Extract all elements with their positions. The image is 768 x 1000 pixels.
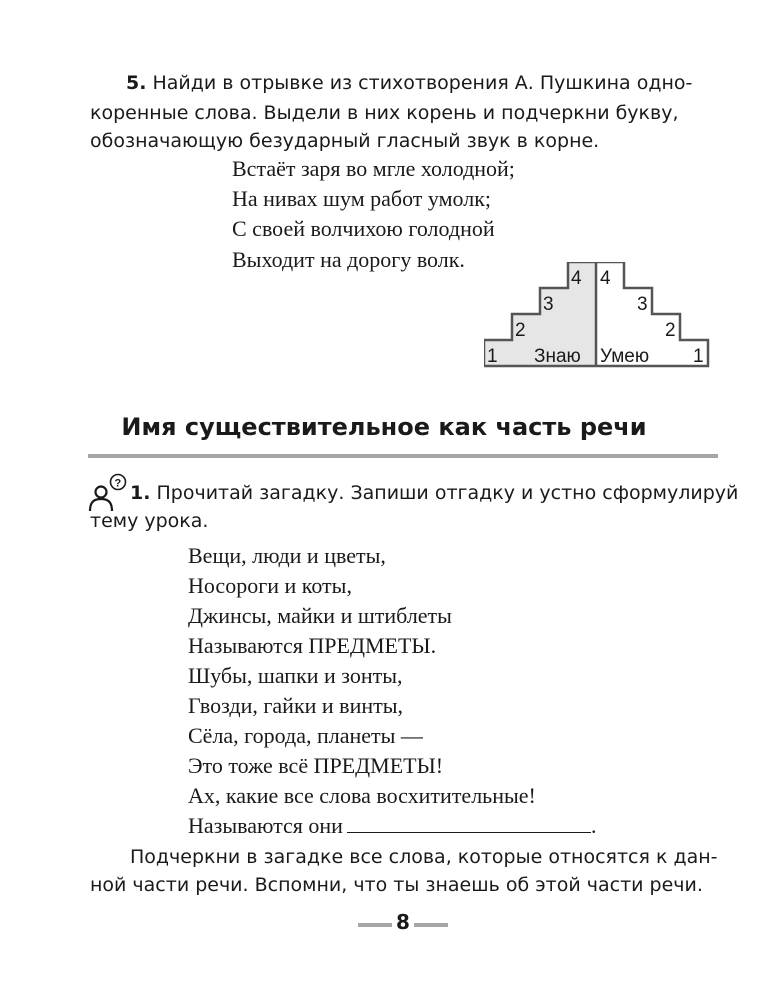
task1-number: 1. — [130, 482, 151, 504]
poem1-line: Выходит на дорогу волк. — [232, 247, 465, 272]
answer-blank[interactable] — [347, 814, 591, 833]
stair-label-can: Умею — [600, 346, 650, 367]
poem1-line: На нивах шум работ умолк; — [232, 186, 492, 211]
page-number: 8 — [396, 910, 410, 934]
task1-line2: тему урока. — [90, 510, 209, 532]
stair-number: 2 — [515, 320, 526, 341]
poem2-line: Носороги и коты, — [188, 573, 352, 598]
svg-text:?: ? — [114, 477, 122, 490]
self-assessment-staircase — [484, 262, 714, 368]
final-line2: ной части речи. Вспомни, что ты знаешь об этой части речи. — [90, 874, 703, 896]
stair-number: 3 — [543, 294, 554, 315]
heading-rule — [88, 454, 718, 458]
poem2-line: Это тоже всё ПРЕДМЕТЫ! — [188, 753, 444, 778]
poem2-line: Ах, какие все слова восхитительные! — [188, 783, 536, 808]
stair-number: 4 — [600, 268, 611, 289]
section-heading: Имя существительное как часть речи — [121, 413, 647, 441]
poem2-line: Гвозди, гайки и винты, — [188, 693, 404, 718]
stair-number: 2 — [665, 320, 676, 341]
task5-line3: обозначающую безударный гласный звук в корне. — [90, 130, 600, 152]
stair-number: 1 — [693, 346, 704, 367]
task1-line1: 1. Прочитай загадку. Запиши отгадку и устно сформулируй — [130, 482, 739, 504]
stair-number: 3 — [637, 294, 648, 315]
poem2-line: Называются ПРЕДМЕТЫ. — [188, 633, 437, 658]
poem2-line: Джинсы, майки и штиблеты — [188, 603, 452, 628]
page-number-rule-left — [358, 923, 392, 927]
stair-number: 4 — [571, 268, 582, 289]
poem1-line: С своей волчихою голодной — [232, 216, 495, 241]
stair-label-know: Знаю — [534, 346, 581, 367]
task5-line1: 5. Найди в отрывке из стихотворения А. Пушкина одно- — [126, 72, 693, 94]
poem2-line: Шубы, шапки и зонты, — [188, 663, 403, 688]
task5-number: 5. — [126, 72, 147, 94]
poem2-line: Вещи, люди и цветы, — [188, 543, 386, 568]
poem1-line: Встаёт заря во мгле холодной; — [232, 156, 515, 181]
final-line1: Подчеркни в загадке все слова, которые относятся к дан- — [130, 846, 718, 868]
page-number-rule-right — [414, 923, 448, 927]
poem2-answer-line: Называются они . — [188, 813, 597, 838]
task5-line2: коренные слова. Выдели в них корень и подчеркни букву, — [90, 102, 679, 124]
poem2-line: Сёла, города, планеты — — [188, 723, 423, 748]
stair-number: 1 — [487, 346, 498, 367]
